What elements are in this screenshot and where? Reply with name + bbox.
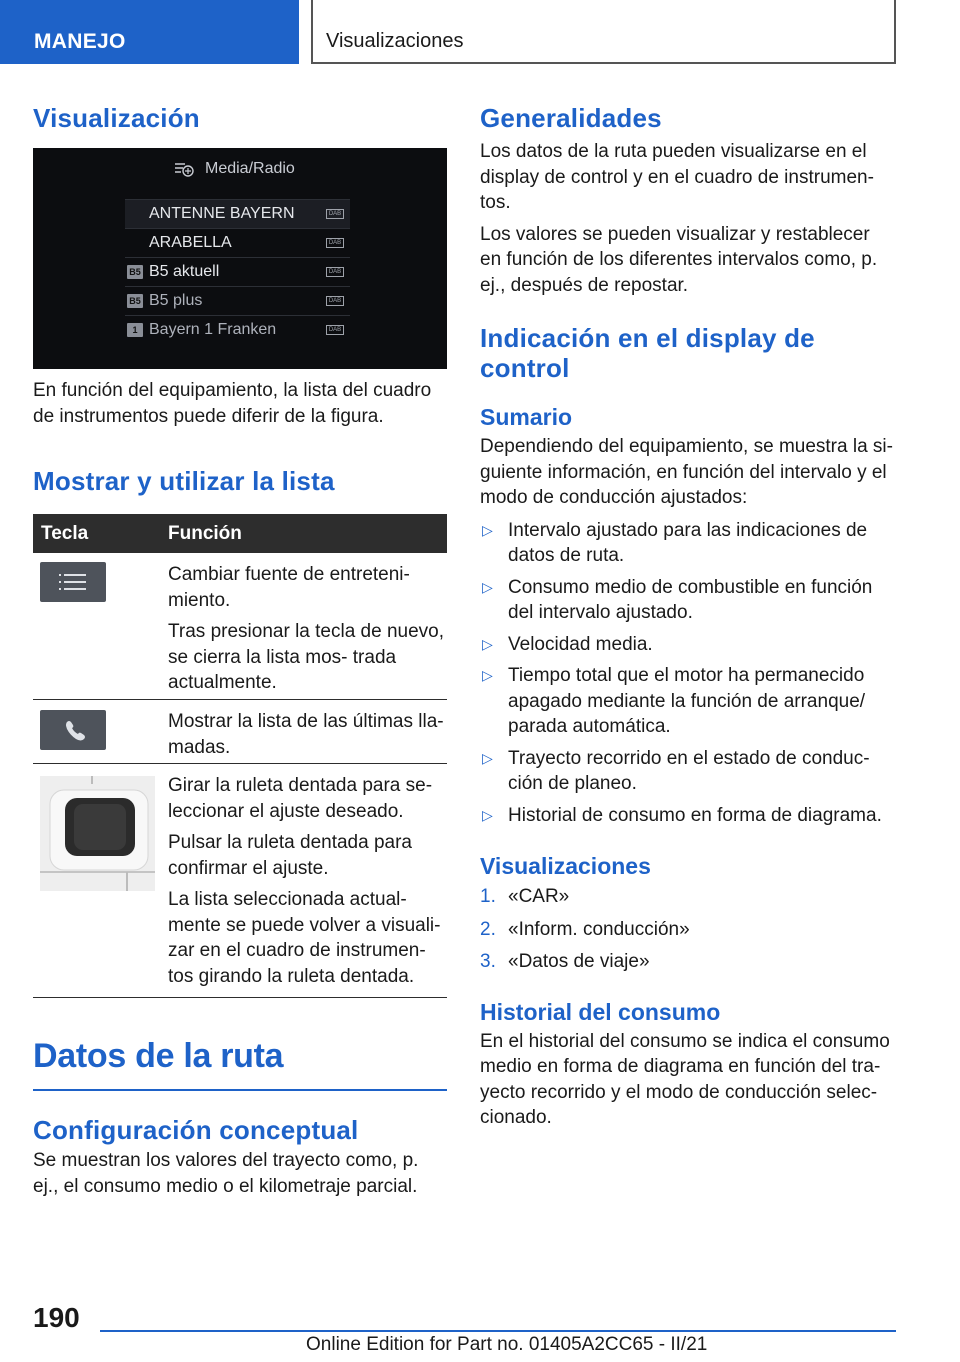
col-header-key: Tecla <box>41 523 89 544</box>
dab-badge: DAB <box>326 296 344 306</box>
station-row[interactable] <box>125 199 350 228</box>
header-chapter-tab <box>311 0 896 64</box>
historial-heading: Historial del consumo <box>480 998 721 1025</box>
table-header <box>33 514 447 553</box>
media-title: Media/Radio <box>205 160 295 177</box>
station-logo <box>127 236 143 250</box>
thumbwheel-icon <box>40 776 155 891</box>
station-logo: B5 <box>127 265 143 279</box>
visualizaciones-heading: Visualizaciones <box>480 853 651 879</box>
footer-rule <box>100 1330 896 1332</box>
table-row <box>33 764 447 998</box>
media-radio-figure <box>33 148 447 369</box>
media-radio-icon <box>173 160 195 178</box>
triangle-bullet-icon: ▷ <box>482 667 493 683</box>
table-row <box>33 700 447 764</box>
triangle-bullet-icon: ▷ <box>482 521 493 538</box>
list-item: ▷ Historial de consumo en forma de diagrama. <box>480 803 896 829</box>
function-text: Girar la ruleta dentada para se- leccionar el ajuste deseado. <box>168 775 433 822</box>
station-name: B5 aktuell <box>149 263 220 280</box>
station-logo: 1 <box>127 323 143 337</box>
phone-key <box>40 710 106 750</box>
phone-icon <box>40 710 106 750</box>
function-text: Tras presionar la tecla de nuevo, se cierra la lista mos- trada actualmente. <box>168 621 445 693</box>
station-row[interactable] <box>125 286 350 315</box>
dab-badge: DAB <box>326 267 344 277</box>
header-chapter-label: Visualizaciones <box>326 30 464 52</box>
mostrar-heading: Mostrar y utilizar la lista <box>33 466 335 496</box>
header-section-tab <box>0 0 299 64</box>
step-item: 2. «Inform. conducción» <box>480 918 690 940</box>
historial-text: En el historial del consumo se indica el consumo medio en forma de diagrama en función del tra- yecto recorrido y el modo de conducción selec- cionado. <box>480 1030 890 1128</box>
station-name: ARABELLA <box>149 234 232 251</box>
key-function-table <box>33 514 447 998</box>
visualizacion-heading: Visualización <box>33 103 200 133</box>
step-item: 1. «CAR» <box>480 886 570 907</box>
gen-paragraph-1: Los datos de la ruta pueden visualizarse en el display de control y en el cuadro de instrumen- tos. <box>480 141 874 213</box>
heading-rule <box>33 1089 447 1091</box>
list-item: ▷ Tiempo total que el motor ha permanecido apagado mediante la función de arranque/ parada automática. <box>482 665 866 737</box>
config-text: Se muestran los valores del trayecto como, p. ej., el consumo medio o el kilometraje parcial. <box>33 1150 419 1197</box>
function-text: La lista seleccionada actual- mente se puede volver a visuali- zar en el cuadro de instrumen- tos girando la ruleta dentada. <box>168 889 441 987</box>
station-name: B5 plus <box>149 292 203 309</box>
list-menu-key <box>40 562 106 602</box>
sumario-list <box>480 518 896 829</box>
station-row[interactable] <box>125 315 350 344</box>
datos-heading: Datos de la ruta <box>33 1037 284 1075</box>
step-item: 3. «Datos de viaje» <box>480 951 650 972</box>
station-logo: B5 <box>127 294 143 308</box>
station-list <box>125 199 350 344</box>
left-column <box>33 100 447 1199</box>
generalidades-heading: Generalidades <box>480 103 662 133</box>
header-section-label: MANEJO <box>34 30 126 53</box>
station-row[interactable] <box>125 228 350 257</box>
list-item: ▷ Consumo medio de combustible en función del intervalo ajustado. <box>482 576 873 623</box>
steps-list <box>480 884 896 975</box>
thumbwheel-key <box>40 776 155 891</box>
function-cell <box>168 700 447 760</box>
triangle-bullet-icon: ▷ <box>482 635 493 652</box>
dab-badge: DAB <box>326 238 344 248</box>
station-row[interactable] <box>125 257 350 286</box>
page-number: 190 <box>33 1302 80 1333</box>
function-text: Pulsar la ruleta dentada para confirmar el ajuste. <box>168 832 412 879</box>
media-header <box>173 160 295 178</box>
list-item: ▷ Intervalo ajustado para las indicaciones de datos de ruta. <box>482 519 868 566</box>
right-column <box>480 100 896 1131</box>
sumario-heading: Sumario <box>480 404 573 430</box>
sumario-text: Dependiendo del equipamiento, se muestra la si- guiente información, en función del intervalo y el modo de conducción ajustados: <box>480 436 893 508</box>
gen-paragraph-2: Los valores se pueden visualizar y restablecer en función de los diferentes intervalos como, p. ej., después de repostar. <box>480 223 878 296</box>
triangle-bullet-icon: ▷ <box>482 806 493 823</box>
function-text: Cambiar fuente de entreteni- miento. <box>168 564 410 611</box>
triangle-bullet-icon: ▷ <box>482 578 493 595</box>
col-header-function: Función <box>168 523 242 544</box>
function-cell <box>168 553 447 696</box>
dab-badge: DAB <box>326 209 344 219</box>
table-row <box>33 553 447 700</box>
station-name: ANTENNE BAYERN <box>149 205 295 222</box>
list-menu-icon <box>40 562 106 602</box>
indicacion-heading: Indicación en el display de control <box>480 323 815 383</box>
config-heading: Configuración conceptual <box>33 1115 359 1145</box>
list-item: ▷ Trayecto recorrido en el estado de conduc- ción de planeo. <box>482 747 870 794</box>
list-item: ▷ Velocidad media. <box>480 632 896 658</box>
station-name: Bayern 1 Franken <box>149 321 277 338</box>
dab-badge: DAB <box>326 325 344 335</box>
function-text: Mostrar la lista de las últimas lla- madas. <box>168 711 444 758</box>
function-cell <box>168 764 447 989</box>
footer-edition: Online Edition for Part no. 01405A2CC65 - II/21 <box>306 1334 708 1355</box>
station-logo <box>127 207 143 221</box>
triangle-bullet-icon: ▷ <box>482 749 493 766</box>
figure-caption: En función del equipamiento, la lista del cuadro de instrumentos puede diferir de la figura. <box>33 380 432 427</box>
